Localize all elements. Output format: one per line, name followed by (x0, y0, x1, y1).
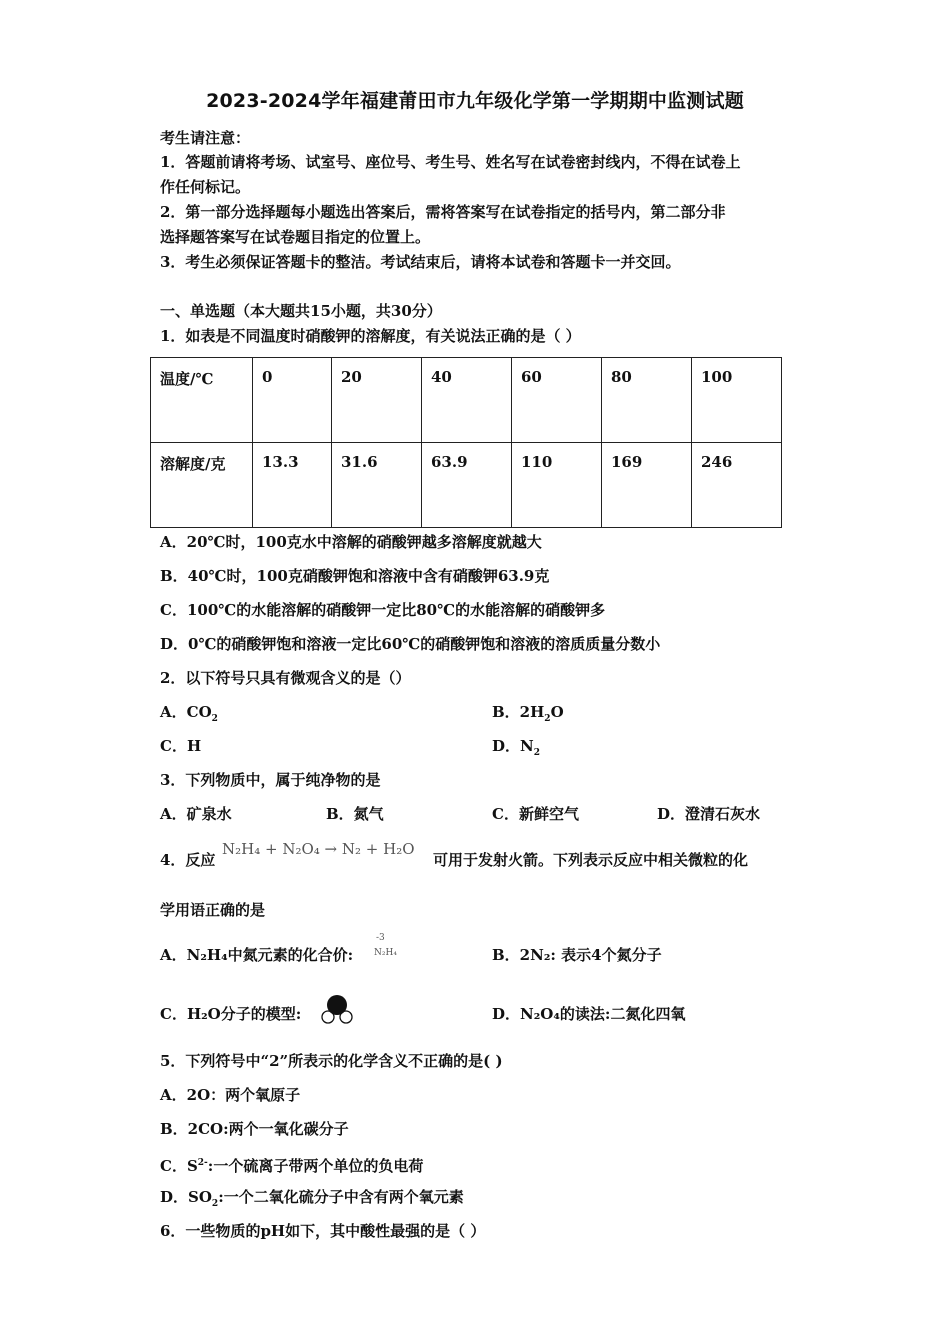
notice-item: 作任何标记。 (160, 178, 251, 196)
notice-item: 选择题答案写在试卷题目指定的位置上。 (160, 228, 431, 246)
q4-option-d: D．N₂O₄的读法:二氮化四氧 (492, 1005, 686, 1023)
superscript: 2- (197, 1158, 208, 1168)
water-molecule-model-icon (318, 993, 356, 1025)
q4-option-b: B．2N₂: 表示4个氮分子 (492, 946, 662, 964)
table-cell: 100 (692, 358, 782, 443)
q2-option-c: C．H (160, 737, 202, 755)
q5-stem: 5．下列符号中“2”所表示的化学含义不正确的是( ) (160, 1052, 503, 1070)
q5-option-d (160, 1186, 464, 1215)
q5-option-c-text: C．S (160, 1157, 198, 1175)
q1-option-b: B．40℃时，100克硝酸钾饱和溶液中含有硝酸钾63.9克 (160, 567, 550, 585)
q3-option-d: D．澄清石灰水 (657, 805, 761, 823)
q1-option-d: D．0℃的硝酸钾饱和溶液一定比60℃的硝酸钾饱和溶液的溶质质量分数小 (160, 635, 661, 653)
valence-annotation: -3 (376, 933, 385, 943)
subscript: 2 (533, 748, 540, 758)
q2-stem: 2．以下符号只具有微观含义的是（） (160, 669, 411, 687)
q2-option-a (160, 701, 218, 730)
notice-item: 1．答题前请将考场、试室号、座位号、考生号、姓名写在试卷密封线内，不得在试卷上 (160, 153, 741, 171)
q5-option-c-suffix: :一个硫离子带两个单位的负电荷 (207, 1157, 424, 1175)
table-cell: 13.3 (253, 443, 332, 528)
notice-item: 2．第一部分选择题每小题选出答案后，需将答案写在试卷指定的括号内，第二部分非 (160, 203, 726, 221)
valence-formula: N₂H₄ (374, 948, 397, 958)
q5-option-d-text: D．SO (160, 1188, 212, 1206)
solubility-table (150, 357, 782, 528)
table-cell: 31.6 (332, 443, 422, 528)
q3-option-b: B．氮气 (326, 805, 384, 823)
table-cell: 110 (512, 443, 602, 528)
page-title: 2023-2024学年福建莆田市九年级化学第一学期期中监测试题 (206, 90, 744, 112)
q5-option-b: B．2CO:两个一氧化碳分子 (160, 1120, 349, 1138)
subscript: 2 (544, 714, 551, 724)
subscript: 2 (211, 1199, 219, 1209)
table-cell: 80 (602, 358, 692, 443)
table-cell: 60 (512, 358, 602, 443)
table-cell: 40 (422, 358, 512, 443)
q4-option-a: A．N₂H₄中氮元素的化合价: (160, 946, 354, 964)
subscript: 2 (211, 714, 218, 724)
q5-option-d-suffix: :一个二氧化硫分子中含有两个氧元素 (218, 1188, 464, 1206)
q4-stem-end: 可用于发射火箭。下列表示反应中相关微粒的化 (433, 851, 749, 869)
q6-stem: 6．一些物质的pH如下，其中酸性最强的是（ ） (160, 1222, 486, 1240)
q2-option-b-suffix: O (550, 703, 564, 721)
table-cell: 20 (332, 358, 422, 443)
table-cell: 0 (253, 358, 332, 443)
q1-option-c: C．100℃的水能溶解的硝酸钾一定比80℃的水能溶解的硝酸钾多 (160, 601, 606, 619)
q3-option-a: A．矿泉水 (160, 805, 232, 823)
q3-stem: 3．下列物质中，属于纯净物的是 (160, 771, 381, 789)
q2-option-d (492, 735, 540, 764)
section-heading: 一、单选题（本大题共15小题，共30分） (160, 302, 442, 320)
q1-stem: 1．如表是不同温度时硝酸钾的溶解度，有关说法正确的是（ ） (160, 327, 581, 345)
q1-option-a: A．20℃时，100克水中溶解的硝酸钾越多溶解度就越大 (160, 533, 542, 551)
q4-stem-start: 4．反应 (160, 851, 216, 869)
q2-option-a-text: A．CO (160, 703, 212, 721)
table-cell: 温度/℃ (151, 358, 253, 443)
table-cell: 溶解度/克 (151, 443, 253, 528)
q5-option-a: A．2O：两个氧原子 (160, 1086, 301, 1104)
q4-stem-line2: 学用语正确的是 (160, 901, 266, 919)
q4-option-c: C．H₂O分子的模型: (160, 1005, 302, 1023)
notice-item: 3．考生必须保证答题卡的整洁。考试结束后，请将本试卷和答题卡一并交回。 (160, 253, 681, 271)
reaction-equation: N₂H₄ + N₂O₄ → N₂ + H₂O (222, 840, 415, 858)
notice-heading: 考生请注意： (160, 129, 251, 147)
table-row (151, 358, 782, 443)
table-cell: 169 (602, 443, 692, 528)
q2-option-b-text: B．2H (492, 703, 545, 721)
table-cell: 63.9 (422, 443, 512, 528)
table-cell: 246 (692, 443, 782, 528)
q2-option-b (492, 701, 564, 730)
q3-option-c: C．新鲜空气 (492, 805, 579, 823)
q5-option-c (160, 1152, 423, 1177)
table-row (151, 443, 782, 528)
q2-option-d-text: D．N (492, 737, 534, 755)
